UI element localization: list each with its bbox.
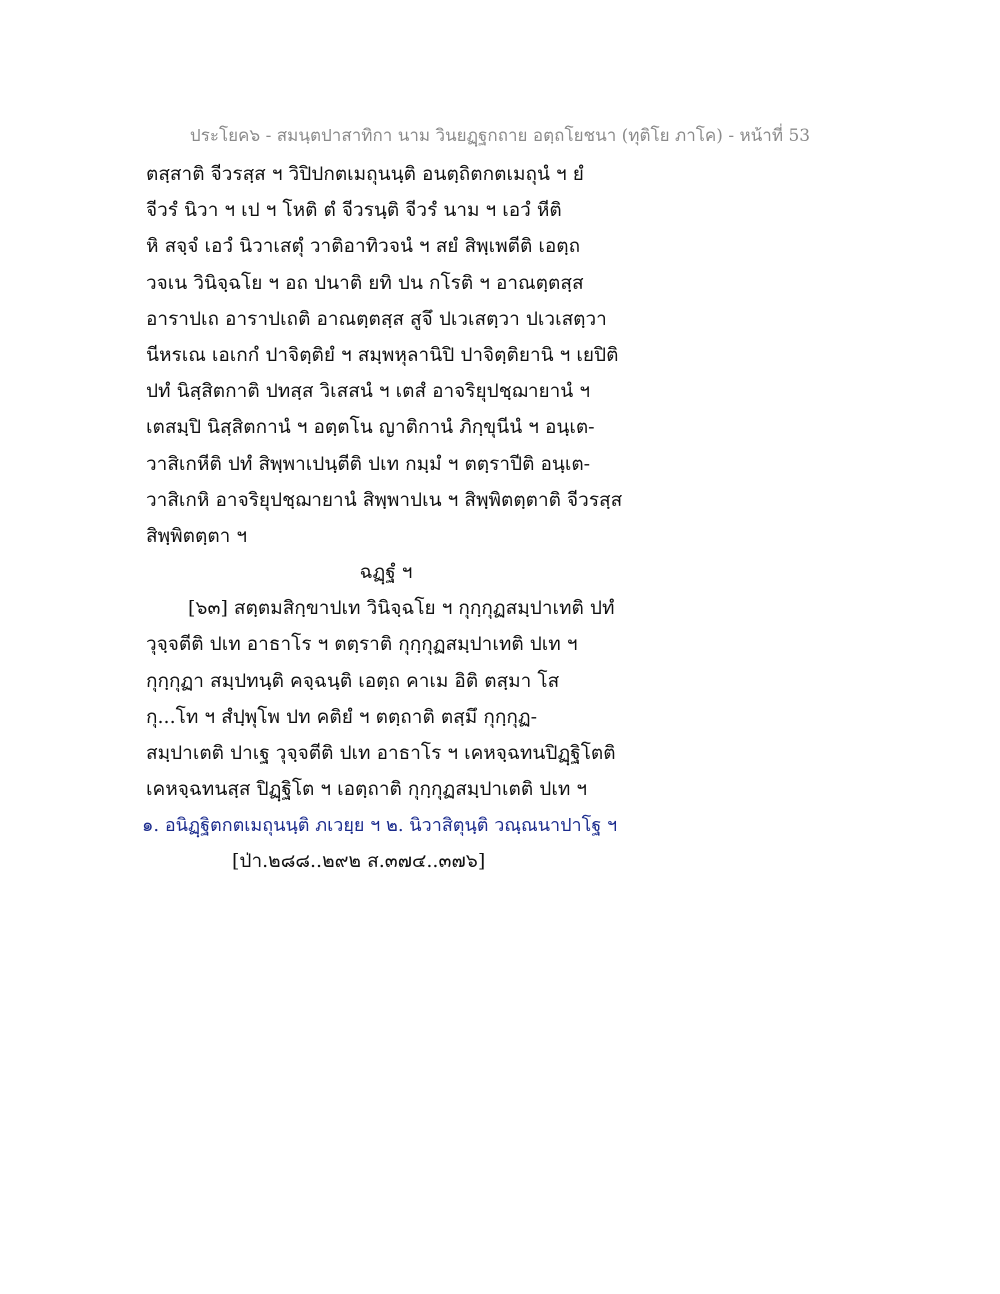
text-line: วาสิเกหีติ ปทํ สิพฺพาเปนฺตีติ ปเท กมฺมํ ฯ ตตฺราปีติ อนฺเต- xyxy=(146,452,591,475)
text-line: วจเน วินิจฺฉโย ฯ อถ ปนาติ ยทิ ปน กโรติ ฯ อาณตฺตสฺส xyxy=(146,271,584,294)
text-line: กุกฺกุฏา สมฺปทนฺติ คจฺฉนฺติ เอตฺถ คาเม อิติ ตสฺมา โส xyxy=(146,669,560,692)
paragraph-2 xyxy=(146,590,626,807)
text-line: หิ สจฺจํ เอวํ นิวาเสตุํ วาติอาทิวจนํ ฯ สยํ สิพฺเพตีติ เอตฺถ xyxy=(146,235,581,258)
text-line: ปทํ นิสฺสิตกาติ ปทสฺส วิเสสนํ ฯ เตสํ อาจริยุปชฺฌายานํ ฯ xyxy=(146,380,590,403)
section-title: ฉฏฺฐํ ฯ xyxy=(359,561,413,584)
paragraph-1 xyxy=(146,156,626,554)
text-line: อาราปเถ อาราปเถติ อาณตฺตสฺส สูจึ ปเวเสตฺวา ปเวเสตฺวา xyxy=(146,307,607,330)
text-line: สิพฺพิตตฺตา ฯ xyxy=(146,524,248,547)
text-line: เคหจฺฉทนสฺส ปิฏฺฐิโต ฯ เอตฺถาติ กุกฺกุฏสมฺปาเตติ ปเท ฯ xyxy=(146,778,588,801)
text-line: [๖๓] สตฺตมสิกฺขาปเท วินิจฺฉโย ฯ กุกฺกุฏสมฺปาเทติ ปทํ xyxy=(188,597,615,620)
text-line: วาสิเกหิ อาจริยุปชฺฌายานํ สิพฺพาปเน ฯ สิพฺพิตตฺตาติ จีวรสฺส xyxy=(146,488,623,511)
body-text xyxy=(142,156,626,879)
text-line: กุ...โท ฯ สํปฺพุโพ ปท คติยํ ฯ ตตฺถาติ ตสฺมึ กุกฺกุฏ- xyxy=(146,705,538,728)
text-line: นีหรเณ เอเกกํ ปาจิตฺติยํ ฯ สมฺพหุลานิปิ ปาจิตฺติยานิ ฯ เยปิติ xyxy=(146,343,619,366)
text-line: จีวรํ นิวา ฯ เป ฯ โหติ ตํ จีวรนฺติ จีวรํ นาม ฯ เอวํ หีติ xyxy=(146,199,562,222)
footnote: ๑. อนิฏฺฐิตกตเมถุนนฺติ ภเวยฺย ฯ ๒. นิวาสิตุนฺติ วณฺณนาปาโฐ ฯ xyxy=(142,815,618,837)
text-line: เตสมฺปิ นิสฺสิตกานํ ฯ อตฺตโน ญาติกานํ ภิกฺขุนีนํ ฯ อนฺเต- xyxy=(146,416,595,439)
text-line: วุจฺจตีติ ปเท อาธาโร ฯ ตตฺราติ กุกฺกุฏสมฺปาเทติ ปเท ฯ xyxy=(146,633,578,656)
text-line: สมฺปาเตติ ปาเฐ วุจฺจตีติ ปเท อาธาโร ฯ เคหจฺฉทนปิฏฺฐิโตติ xyxy=(146,742,616,764)
page-reference: [ป่า.๒๘๘..๒๙๒ ส.๓๗๔..๓๗๖] xyxy=(232,850,486,873)
page-header: ประโยค๖ - สมนฺตปาสาทิกา นาม วินยฏฺฐกถาย อตฺถโยชนา (ทุติโย ภาโค) - หน้าที่ 53 xyxy=(189,126,811,146)
text-line: ตสฺสาติ จีวรสฺส ฯ วิปิปกตเมถุนนฺติ อนตฺถิตกตเมถุนํ ฯ ยํ xyxy=(146,163,584,185)
